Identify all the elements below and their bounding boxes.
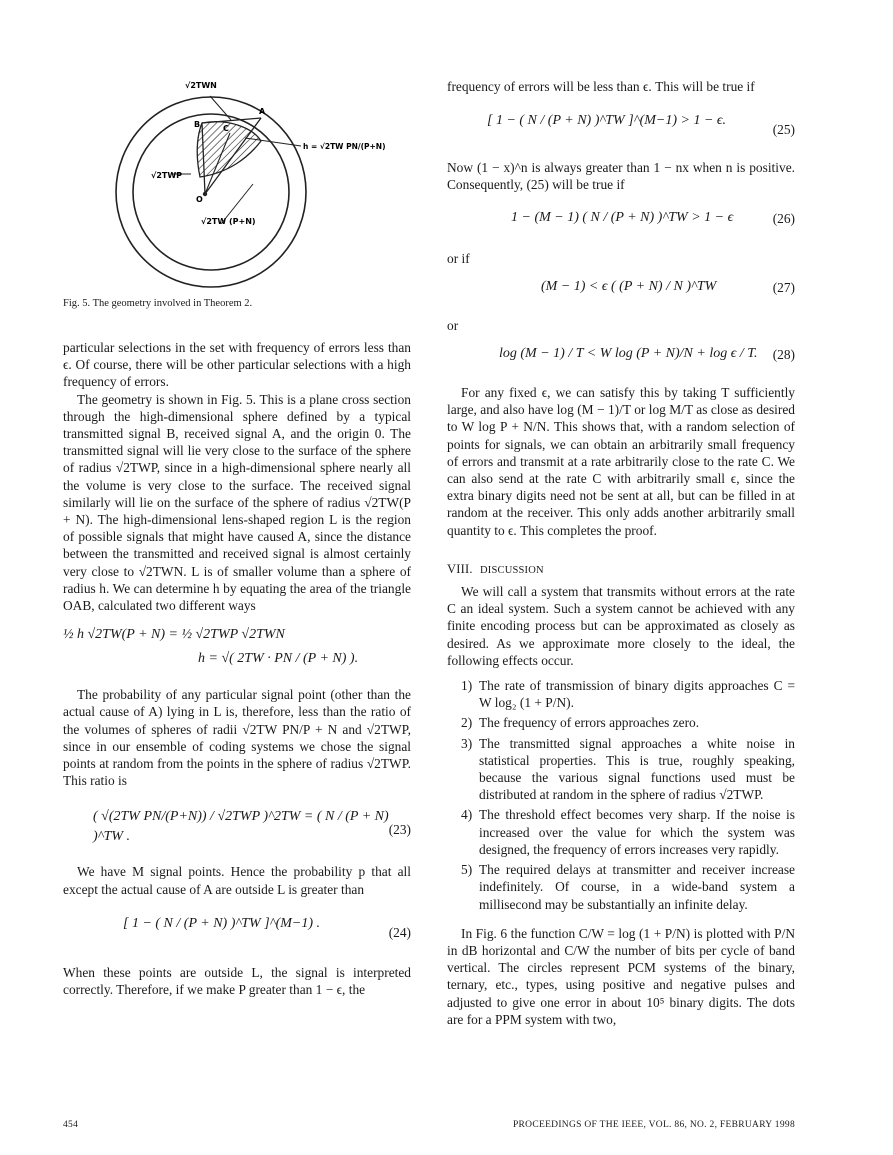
label-pn: √2TW (P+N) [201, 217, 256, 226]
label-a: A [259, 107, 266, 116]
equation-number: (23) [388, 822, 411, 838]
equation-text: 1 − (M − 1) ( N / (P + N) )^TW > 1 − ϵ [511, 209, 734, 225]
equation-24 [63, 914, 411, 964]
list-item: 2) The frequency of errors approaches zero. [461, 715, 700, 731]
equation-number: (27) [772, 279, 795, 295]
effects-list [447, 677, 795, 913]
journal-footer: PROCEEDINGS OF THE IEEE, VOL. 86, NO. 2, FEBRUARY 1998 [512, 1120, 795, 1130]
list-item: 1) The rate of transmission of binary digits approaches C = W log₂ (1 + P/N). [461, 678, 795, 711]
geometry-diagram [63, 78, 411, 293]
paragraph: When these points are outside L, the signal is interpreted correctly. Therefore, if we make P greater than 1 − ϵ, the [63, 964, 411, 998]
paragraph: For any fixed ϵ, we can satisfy this by taking T sufficiently large, and also have log (M − 1)/T or log M/T as close as desired to W log P + N/N. This shows that, with a random selection of points for signals, we can obtain an arbitrarily small frequency of errors and transmit at a rate arbitrarily close to the rate C. We can also send at the rate C with arbitrarily small ϵ, since the extra binary digits need not be sent at all, but can be filled in at random at the receiver. This only adds another arbitrarily small quantity to ϵ. This completes the proof. [447, 385, 795, 538]
label-o: O [196, 195, 203, 204]
equation-text: [ 1 − ( N / (P + N) )^TW ]^(M−1) > 1 − ϵ. [487, 113, 727, 129]
equation-text: (M − 1) < ϵ ( (P + N) / N )^TW [541, 278, 717, 294]
equation-number: (28) [772, 347, 795, 363]
label-c: C [223, 124, 229, 133]
paragraph: or if [447, 250, 470, 266]
list-item: 4) The threshold effect becomes very sharp. If the noise is increased over the value for which the system was designed, the frequency of errors increases very rapidly. [461, 807, 795, 857]
figure-5 [63, 78, 411, 293]
section-title: DISCUSSION [479, 564, 544, 576]
list-item: 5) The required delays at transmitter and receiver increase indefinitely. Of course, in a wide-band system a millisecond may be substantially an infinite delay. [461, 862, 795, 912]
equation-28 [447, 344, 795, 384]
left-column [63, 78, 411, 998]
segment-ba [202, 118, 261, 123]
equation-text: log (M − 1) / T < W log (P + N)/N + log ϵ / T. [499, 346, 758, 362]
equation-number: (24) [388, 924, 411, 940]
equation-block [63, 624, 411, 672]
paragraph: We will call a system that transmits without errors at the rate C an ideal system. Such a system cannot be achieved with any finite encoding process but can be approximated as closely as desired. As we approximate more closely to the ideal, the following effects occur. [447, 584, 795, 668]
equation-23 [63, 807, 411, 863]
paragraph: Now (1 − x)^n is always greater than 1 − nx when n is positive. Consequently, (25) will be true if [447, 160, 795, 193]
figure-caption: Fig. 5. The geometry involved in Theorem 2. [63, 298, 253, 309]
paragraph: frequency of errors will be less than ϵ. This will be true if [447, 79, 755, 94]
section-number: VIII. [447, 561, 473, 576]
arrow-top [210, 96, 231, 120]
paragraph: The geometry is shown in Fig. 5. This is a plane cross section through the high-dimensional sphere defined by a typical transmitted signal B, received signal A, and the origin 0. The transmitted signal will lie very close to the surface of the sphere of radius √2TWP, since in a high-dimensional sphere nearly all the volume is very close to the surface. The received signal similarly will lie on the surface of the sphere of radius √2TW(P + N). The high-dimensional lens-shaped region L is the region of possible signals that might have caused A, since the distance between the transmitted and received signal is almost certainly very close to √2TWN. L is of smaller volume than a sphere of radius h. We can determine h by equating the area of the triangle OAB, calculated two different ways [63, 391, 411, 614]
equation-25 [447, 111, 795, 159]
paragraph: particular selections in the set with frequency of errors less than ϵ. Of course, there will be other particular selections with a high frequency of errors. [63, 340, 411, 390]
equation-number: (26) [772, 210, 795, 226]
label-h: h = √2TW PN/(P+N) [303, 142, 386, 151]
list-item: 3) The transmitted signal approaches a white noise in statistical properties. This is true, roughly speaking, because the various signal functions used must be distributed at random in the sphere of radius √2TWP. [461, 735, 795, 803]
label-top: √2TWN [185, 81, 217, 90]
right-column [447, 78, 795, 1028]
equation: h = √( 2TW · PN / (P + N) ). [198, 651, 359, 667]
paragraph: or [447, 317, 459, 333]
label-p: √2TWP [151, 171, 183, 180]
equation-text: [ 1 − ( N / (P + N) )^TW ]^(M−1) . [123, 915, 320, 931]
page-number: 454 [63, 1120, 79, 1130]
equation: ½ h √2TW(P + N) = ½ √2TWP √2TWN [63, 627, 285, 643]
equation-number: (25) [772, 122, 795, 138]
paragraph: The probability of any particular signal point (other than the actual cause of A) lying in L is, therefore, less than the ratio of the volumes of spheres of radii √2TW PN/P + N and √2TWP, since in our ensemble of coding systems we chose the signal points at random from the points in the sphere of radius √2TWP. This ratio is [63, 687, 411, 789]
label-b: B [194, 120, 201, 129]
section-heading [447, 561, 795, 579]
equation-text: ( √(2TW PN/(P+N)) / √2TWP )^2TW = ( N / (P + N) )^TW . [93, 809, 389, 845]
paragraph: In Fig. 6 the function C/W = log (1 + P/N) is plotted with P/N in dB horizontal and C/W the number of bits per cycle of band vertical. The circles represent PCM systems of the binary, ternary, etc., types, using positive and negative pulses and adjusted to give one error in about 10⁵ binary digits. The dots are for a PPM system with two, [447, 925, 795, 1027]
paragraph: We have M signal points. Hence the probability p that all except the actual cause of A are outside L is greater than [63, 864, 411, 897]
equation-26 [447, 208, 795, 250]
equation-27 [447, 277, 795, 317]
